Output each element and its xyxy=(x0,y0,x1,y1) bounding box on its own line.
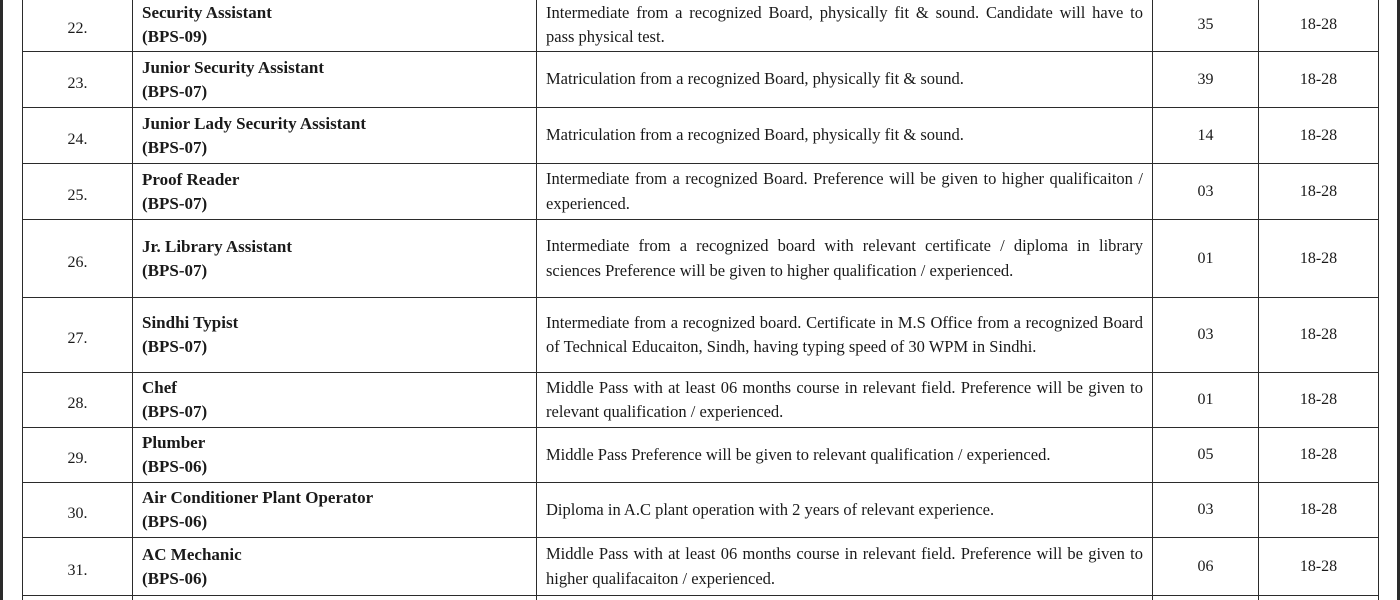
partial-cell xyxy=(1259,596,1379,600)
post-name: Junior Security Assistant xyxy=(142,57,324,77)
number-of-posts: 01 xyxy=(1153,220,1259,298)
number-of-posts: 03 xyxy=(1153,298,1259,373)
vacancy-table xyxy=(22,0,1379,600)
qualification: Middle Pass Preference will be given to relevant qualification / experienced. xyxy=(537,428,1153,483)
pay-scale: (BPS-07) xyxy=(142,81,208,101)
post-cell xyxy=(133,164,537,220)
age-limit: 18-28 xyxy=(1259,164,1379,220)
number-of-posts: 05 xyxy=(1153,428,1259,483)
serial-number: 31. xyxy=(23,538,133,596)
pay-scale: (BPS-07) xyxy=(142,402,208,421)
post-cell xyxy=(133,220,537,298)
age-limit: 18-28 xyxy=(1259,108,1379,164)
post-cell xyxy=(133,538,537,596)
qualification: Intermediate from a recognized Board, physically fit & sound. Candidate will have to pass physical test. xyxy=(537,0,1153,52)
serial-number: 23. xyxy=(23,52,133,108)
table-row xyxy=(23,298,1379,373)
serial-number: 27. xyxy=(23,298,133,373)
pay-scale: (BPS-06) xyxy=(142,512,208,531)
age-limit: 18-28 xyxy=(1259,52,1379,108)
table-row xyxy=(23,220,1379,298)
number-of-posts: 03 xyxy=(1153,483,1259,538)
serial-number: 22. xyxy=(23,0,133,52)
number-of-posts: 03 xyxy=(1153,164,1259,220)
age-limit: 18-28 xyxy=(1259,0,1379,52)
number-of-posts: 06 xyxy=(1153,538,1259,596)
post-name: Air Conditioner Plant Operator xyxy=(142,488,374,507)
table-row xyxy=(23,52,1379,108)
qualification: Matriculation from a recognized Board, physically fit & sound. xyxy=(537,52,1153,108)
table-row-partial xyxy=(23,596,1379,600)
post-name: Security Assistant xyxy=(142,3,272,22)
post-cell xyxy=(133,483,537,538)
table-row xyxy=(23,108,1379,164)
pay-scale: (BPS-06) xyxy=(142,568,208,588)
post-cell xyxy=(133,0,537,52)
partial-cell xyxy=(133,596,537,600)
number-of-posts: 01 xyxy=(1153,373,1259,428)
qualification: Intermediate from a recognized board. Certificate in M.S Office from a recognized Board of Technical Educaiton, Sindh, having typing speed of 30 WPM in Sindhi. xyxy=(537,298,1153,373)
age-limit: 18-28 xyxy=(1259,538,1379,596)
post-cell xyxy=(133,52,537,108)
age-limit: 18-28 xyxy=(1259,483,1379,538)
pay-scale: (BPS-07) xyxy=(142,260,208,280)
pay-scale: (BPS-07) xyxy=(142,193,208,213)
table-row xyxy=(23,0,1379,52)
age-limit: 18-28 xyxy=(1259,373,1379,428)
qualification: Middle Pass with at least 06 months course in relevant field. Preference will be given to higher qualifacaiton / experienced. xyxy=(537,538,1153,596)
qualification: Intermediate from a recognized board with relevant certificate / diploma in library sciences Preference will be given to higher qualification / experienced. xyxy=(537,220,1153,298)
qualification: Matriculation from a recognized Board, physically fit & sound. xyxy=(537,108,1153,164)
post-cell xyxy=(133,373,537,428)
age-limit: 18-28 xyxy=(1259,428,1379,483)
partial-cell xyxy=(537,596,1153,600)
age-limit: 18-28 xyxy=(1259,298,1379,373)
post-cell xyxy=(133,428,537,483)
table-row xyxy=(23,373,1379,428)
post-name: Proof Reader xyxy=(142,169,240,189)
post-name: Sindhi Typist xyxy=(142,313,239,332)
serial-number: 25. xyxy=(23,164,133,220)
partial-cell xyxy=(23,596,133,600)
post-name: Chef xyxy=(142,378,177,397)
post-cell xyxy=(133,108,537,164)
pay-scale: (BPS-06) xyxy=(142,457,208,476)
post-name: AC Mechanic xyxy=(142,544,242,564)
number-of-posts: 39 xyxy=(1153,52,1259,108)
number-of-posts: 35 xyxy=(1153,0,1259,52)
post-name: Plumber xyxy=(142,433,206,452)
pay-scale: (BPS-07) xyxy=(142,137,208,157)
post-name: Junior Lady Security Assistant xyxy=(142,113,367,133)
partial-cell xyxy=(1153,596,1259,600)
serial-number: 29. xyxy=(23,428,133,483)
serial-number: 30. xyxy=(23,483,133,538)
serial-number: 26. xyxy=(23,220,133,298)
serial-number: 24. xyxy=(23,108,133,164)
number-of-posts: 14 xyxy=(1153,108,1259,164)
table-row xyxy=(23,538,1379,596)
serial-number: 28. xyxy=(23,373,133,428)
qualification: Diploma in A.C plant operation with 2 years of relevant experience. xyxy=(537,483,1153,538)
post-name: Jr. Library Assistant xyxy=(142,236,293,256)
post-cell xyxy=(133,298,537,373)
table-row xyxy=(23,483,1379,538)
table-row xyxy=(23,428,1379,483)
qualification: Middle Pass with at least 06 months course in relevant field. Preference will be given to relevant qualification / experienced. xyxy=(537,373,1153,428)
table-row xyxy=(23,164,1379,220)
qualification: Intermediate from a recognized Board. Preference will be given to higher qualificaiton / experienced. xyxy=(537,164,1153,220)
age-limit: 18-28 xyxy=(1259,220,1379,298)
pay-scale: (BPS-09) xyxy=(142,27,208,46)
pay-scale: (BPS-07) xyxy=(142,337,208,356)
